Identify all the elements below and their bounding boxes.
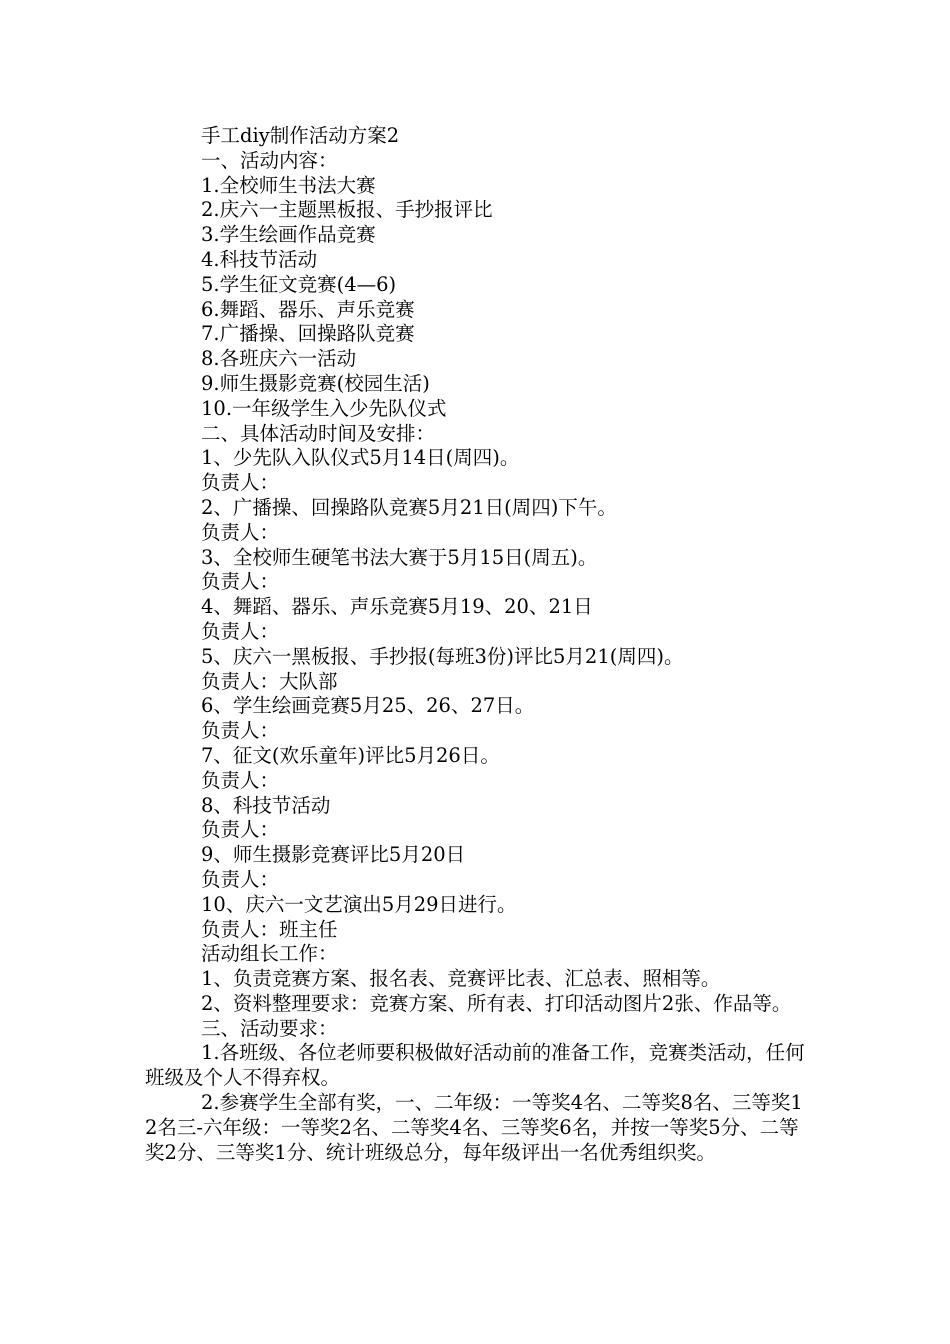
list-item: 6.舞蹈、器乐、声乐竞赛	[201, 297, 415, 321]
responsible-line: 负责人：	[201, 768, 280, 792]
requirement-paragraph: 1.各班级、各位老师要积极做好活动前的准备工作，竞赛类活动，任何班级及个人不得弃权。	[145, 1041, 805, 1090]
list-item: 5.学生征文竞赛(4—6)	[201, 272, 397, 296]
document-title: 手工diy制作活动方案2	[201, 124, 400, 147]
responsible-line: 负责人：	[201, 719, 280, 743]
schedule-line: 6、学生绘画竞赛5月25、26、27日。	[201, 694, 535, 718]
responsible-line: 负责人：大队部	[201, 669, 338, 693]
list-item: 2.庆六一主题黑板报、手抄报评比	[201, 198, 493, 222]
responsible-line: 负责人：	[201, 471, 280, 495]
schedule-line: 9、师生摄影竞赛评比5月20日	[201, 843, 466, 867]
leader-work-line: 1、负责竞赛方案、报名表、竞赛评比表、汇总表、照相等。	[201, 967, 721, 991]
list-item: 8.各班庆六一活动	[201, 347, 357, 371]
responsible-line: 负责人：	[201, 520, 280, 544]
document-body	[145, 124, 810, 1165]
responsible-line: 负责人：班主任	[201, 917, 338, 941]
schedule-line: 1、少先队入队仪式5月14日(周四)。	[201, 446, 520, 470]
schedule-line: 8、科技节活动	[201, 793, 331, 817]
schedule-line: 7、征文(欢乐童年)评比5月26日。	[201, 743, 500, 767]
list-item: 3.学生绘画作品竞赛	[201, 223, 376, 247]
list-item: 10.一年级学生入少先队仪式	[201, 396, 447, 420]
responsible-line: 负责人：	[201, 570, 280, 594]
list-item: 4.科技节活动	[201, 247, 318, 271]
responsible-line: 负责人：	[201, 619, 280, 643]
list-item: 1.全校师生书法大赛	[201, 173, 376, 197]
leader-work-heading: 活动组长工作：	[201, 942, 338, 966]
section-heading-content: 一、活动内容：	[201, 148, 338, 172]
schedule-line: 3、全校师生硬笔书法大赛于5月15日(周五)。	[201, 545, 598, 569]
materials-paragraph: 2、资料整理要求：竞赛方案、所有表、打印活动图片2张、作品等。	[201, 991, 792, 1015]
section-heading-schedule: 二、具体活动时间及安排：	[201, 421, 436, 445]
responsible-line: 负责人：	[201, 867, 280, 891]
schedule-line: 2、广播操、回操路队竞赛5月21日(周四)下午。	[201, 495, 617, 519]
list-item: 7.广播操、回操路队竞赛	[201, 322, 415, 346]
schedule-line: 4、舞蹈、器乐、声乐竞赛5月19、20、21日	[201, 595, 593, 619]
schedule-line: 5、庆六一黑板报、手抄报(每班3份)评比5月21(周四)。	[201, 644, 684, 668]
section-heading-requirements: 三、活动要求：	[201, 1016, 338, 1040]
requirement-paragraph: 2.参赛学生全部有奖，一、二年级：一等奖4名、二等奖8名、三等奖12名三-六年级：一等奖2名、二等奖4名、三等奖6名，并按一等奖5分、二等奖2分、三等奖1分、统计班级总分，每年级评出一名优秀组织奖。	[145, 1091, 803, 1164]
responsible-line: 负责人：	[201, 818, 280, 842]
list-item: 9.师生摄影竞赛(校园生活)	[201, 371, 430, 395]
schedule-line: 10、庆六一文艺演出5月29日进行。	[201, 892, 517, 916]
